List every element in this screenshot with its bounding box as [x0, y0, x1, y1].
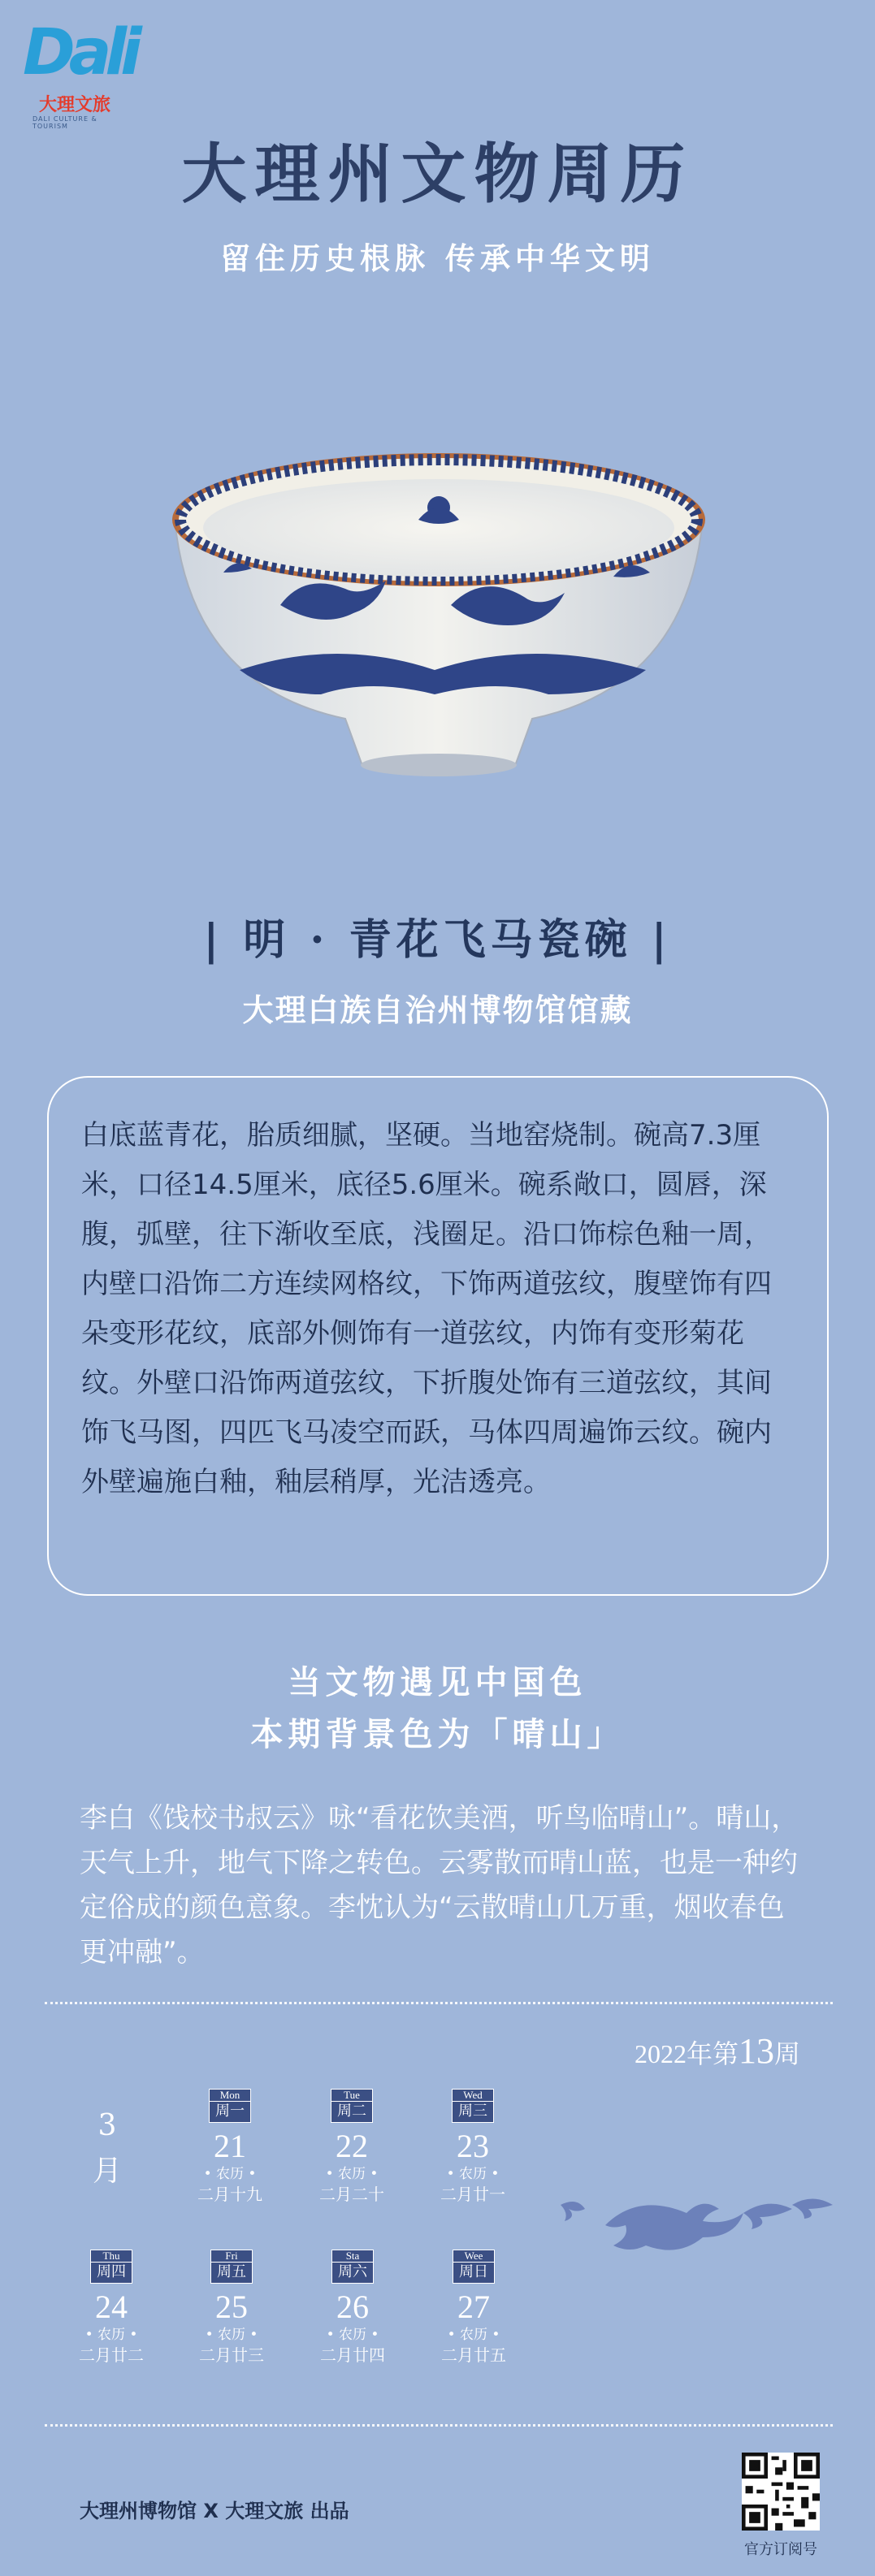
- nongli-label: • 农历 •: [205, 2327, 258, 2343]
- lunar-date: 二月廿四: [320, 2345, 385, 2365]
- nongli-label: • 农历 •: [84, 2327, 138, 2343]
- day-number: 21: [214, 2128, 246, 2164]
- month-number: 3: [97, 2109, 117, 2142]
- weekday-badge: [331, 2250, 374, 2284]
- weekday-badge: [90, 2250, 132, 2284]
- weekday-en: Mon: [219, 2089, 240, 2101]
- logo-subtext: DALI CULTURE & TOURISM: [32, 115, 97, 130]
- divider-top: [45, 2002, 833, 2004]
- weekday-badge: [331, 2089, 373, 2123]
- flying-horse-decoration: [557, 2181, 849, 2278]
- color-heading-line1: 当文物遇见中国色: [288, 1663, 587, 1701]
- nongli-label: • 农历 •: [203, 2166, 257, 2182]
- weekday-en: Tue: [344, 2089, 360, 2101]
- day-number: 23: [457, 2128, 489, 2164]
- calendar-day: [424, 2089, 522, 2206]
- weekday-cn: 周五: [211, 2262, 252, 2282]
- day-number: 24: [95, 2289, 128, 2325]
- weekday-cn: 周四: [91, 2262, 132, 2282]
- weekday-en: Fri: [225, 2250, 238, 2262]
- nongli-label: • 农历 •: [446, 2166, 500, 2182]
- weekday-badge: [210, 2250, 253, 2284]
- calendar-day: [303, 2089, 401, 2206]
- page-title: 大理州文物周历: [181, 136, 694, 212]
- week-suffix: 周: [773, 2039, 800, 2068]
- calendar-day: [183, 2250, 280, 2366]
- weekday-en: Thu: [102, 2250, 120, 2262]
- artifact-name: | 明 · 青花飞马瓷碗 |: [203, 915, 672, 965]
- qr-code[interactable]: [742, 2453, 820, 2531]
- logo: [23, 16, 136, 130]
- artifact-description: 白底蓝青花，胎质细腻，坚硬。当地窑烧制。碗高7.3厘米，口径14.5厘米，底径5.6厘米。碗系敞口，圆唇，深腹，弧壁，往下渐收至底，浅圈足。沿口饰棕色釉一周，内壁口沿饰二方连续网格纹，下饰两道弦纹，腹壁饰有四朵变形花纹，底部外侧饰有一道弦纹，内饰有变形菊花纹。外壁口沿饰两道弦纹，下折腹处饰有三道弦纹，其间饰飞马图，四匹飞马凌空而跃，马体四周遍饰云纹。碗内外壁遍施白釉，釉层稍厚，光洁透亮。: [81, 1119, 772, 1498]
- nongli-label: • 农历 •: [326, 2327, 379, 2343]
- week-prefix: 2022年第: [634, 2039, 739, 2068]
- day-number: 27: [457, 2289, 490, 2325]
- page-subtitle: 留住历史根脉 传承中华文明: [220, 240, 655, 276]
- weekday-cn: 周三: [453, 2101, 493, 2121]
- calendar-day: [63, 2250, 160, 2366]
- week-number: 13: [738, 2031, 774, 2071]
- porcelain-bowl-image: [158, 443, 719, 784]
- divider-bottom: [45, 2424, 833, 2427]
- weekday-cn: 周日: [453, 2262, 494, 2282]
- lunar-date: 二月廿一: [440, 2185, 505, 2204]
- weekday-cn: 周六: [332, 2262, 373, 2282]
- weekday-cn: 周二: [331, 2101, 372, 2121]
- color-section-heading: [0, 1657, 875, 1761]
- lunar-date: 二月十九: [197, 2185, 262, 2204]
- footer-credit: 大理州博物馆 X 大理文旅 出品: [80, 2500, 349, 2522]
- day-number: 25: [215, 2289, 248, 2325]
- color-heading-line2: 本期背景色为「晴山」: [250, 1715, 625, 1753]
- weekday-en: Sta: [345, 2250, 360, 2262]
- calendar-day: [425, 2250, 522, 2366]
- month-unit: 月: [92, 2155, 122, 2188]
- calendar-day: [181, 2089, 279, 2206]
- weekday-badge: [209, 2089, 251, 2123]
- day-number: 22: [336, 2128, 368, 2164]
- lunar-date: 二月廿五: [441, 2345, 506, 2365]
- qr-label: 官方订阅号: [744, 2541, 817, 2558]
- nongli-label: • 农历 •: [325, 2166, 379, 2182]
- lunar-date: 二月廿二: [79, 2345, 144, 2365]
- weekday-cn: 周一: [210, 2101, 250, 2121]
- weekday-en: Wee: [464, 2250, 483, 2262]
- collection-label: 大理白族自治州博物馆馆藏: [242, 992, 633, 1028]
- week-label: [635, 2030, 800, 2072]
- weekday-badge: [453, 2250, 495, 2284]
- lunar-date: 二月二十: [319, 2185, 384, 2204]
- weekday-en: Wed: [463, 2089, 483, 2101]
- logo-name: 大理文旅: [39, 95, 111, 115]
- color-description: 李白《饯校书叔云》咏“看花饮美酒，听鸟临晴山”。晴山，天气上升，地气下降之转色。云雾散而晴山蓝，也是一种约定俗成的颜色意象。李忱认为“云散晴山几万重，烟收春色更冲融”。: [80, 1802, 799, 1969]
- lunar-date: 二月廿三: [199, 2345, 264, 2365]
- weekday-badge: [452, 2089, 494, 2123]
- day-number: 26: [336, 2289, 369, 2325]
- calendar-day: [304, 2250, 401, 2366]
- month-label: [91, 2103, 123, 2194]
- logo-letters: Dali: [23, 16, 136, 89]
- nongli-label: • 农历 •: [447, 2327, 500, 2343]
